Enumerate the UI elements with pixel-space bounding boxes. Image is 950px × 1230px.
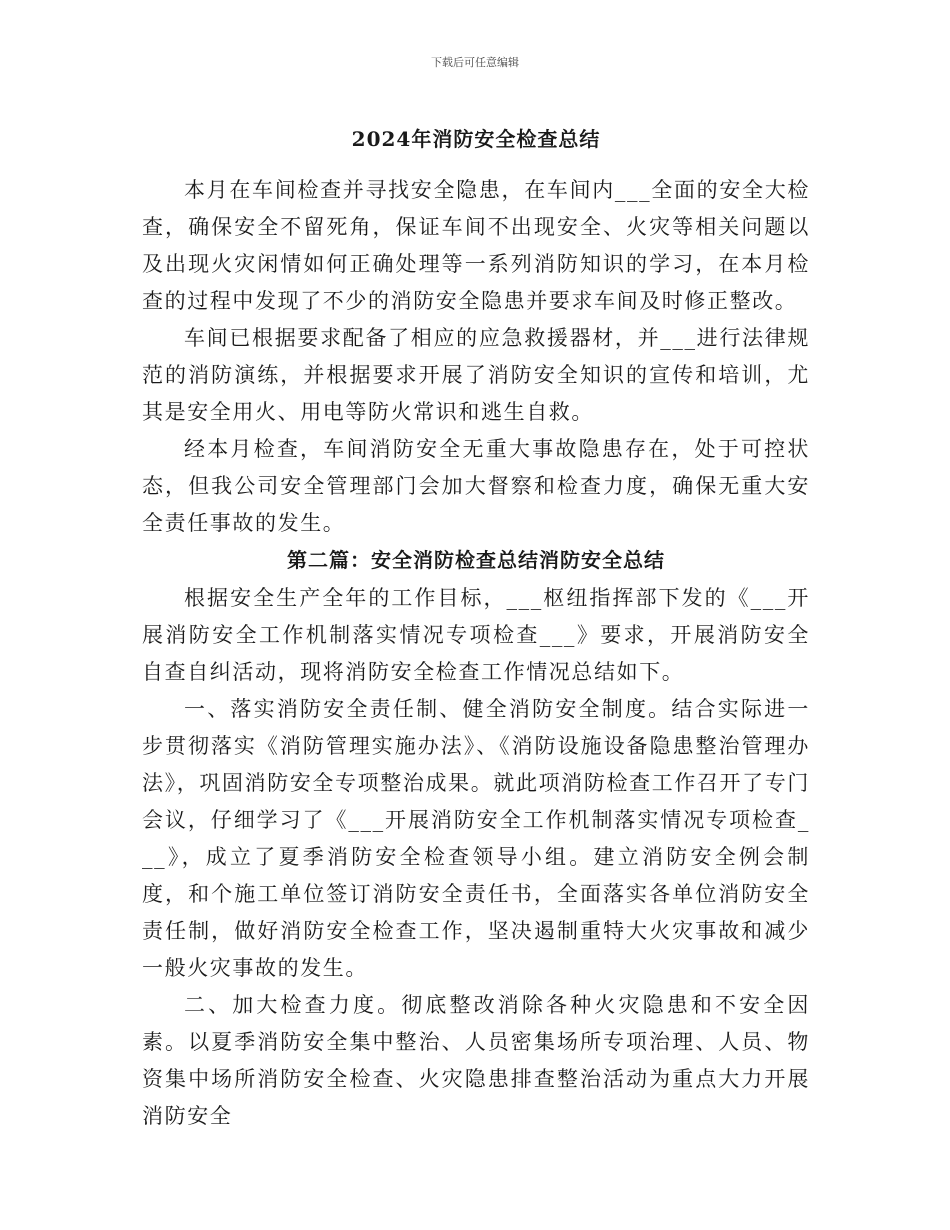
paragraph: 二、加大检查力度。彻底整改消除各种火灾隐患和不安全因素。以夏季消防安全集中整治、人员密集场所专项治理、人员、物资集中场所消防安全检查、火灾隐患排查整治活动为重点大力开展消防安全 <box>142 993 810 1128</box>
document-title: 2024年消防安全检查总结 <box>351 127 601 151</box>
section-title: 第二篇：安全消防检查总结消防安全总结 <box>287 548 665 572</box>
paragraph: 本月在车间检查并寻找安全隐患，在车间内___全面的安全大检查，确保安全不留死角，保证车间不出现安全、火灾等相关问题以及出现火灾闲情如何正确处理等一系列消防知识的学习，在本月检查的过程中发现了不少的消防安全隐患并要求车间及时修正整改。 <box>142 178 810 313</box>
header-note: 下载后可任意编辑 <box>431 56 519 69</box>
paragraph: 车间已根据要求配备了相应的应急救援器材，并___进行法律规范的消防演练，并根据要求开展了消防安全知识的宣传和培训，尤其是安全用火、用电等防火常识和逃生自救。 <box>142 326 810 424</box>
document-body <box>142 122 810 1135</box>
paragraph: 根据安全生产全年的工作目标，___枢纽指挥部下发的《___开展消防安全工作机制落实情况专项检查___》要求，开展消防安全自查自纠活动，现将消防安全检查工作情况总结如下。 <box>142 586 810 684</box>
paragraph: 一、落实消防安全责任制、健全消防安全制度。结合实际进一步贯彻落实《消防管理实施办法》、《消防设施设备隐患整治管理办法》，巩固消防安全专项整治成果。就此项消防检查工作召开了专门会议，仔细学习了《___开展消防安全工作机制落实情况专项检查___》，成立了夏季消防安全检查领导小组。建立消防安全例会制度，和个施工单位签订消防安全责任书，全面落实各单位消防安全责任制，做好消防安全检查工作，坚决遏制重特大火灾事故和减少一般火灾事故的发生。 <box>142 697 810 980</box>
paragraph: 经本月检查，车间消防安全无重大事故隐患存在，处于可控状态，但我公司安全管理部门会加大督察和检查力度，确保无重大安全责任事故的发生。 <box>142 437 810 535</box>
